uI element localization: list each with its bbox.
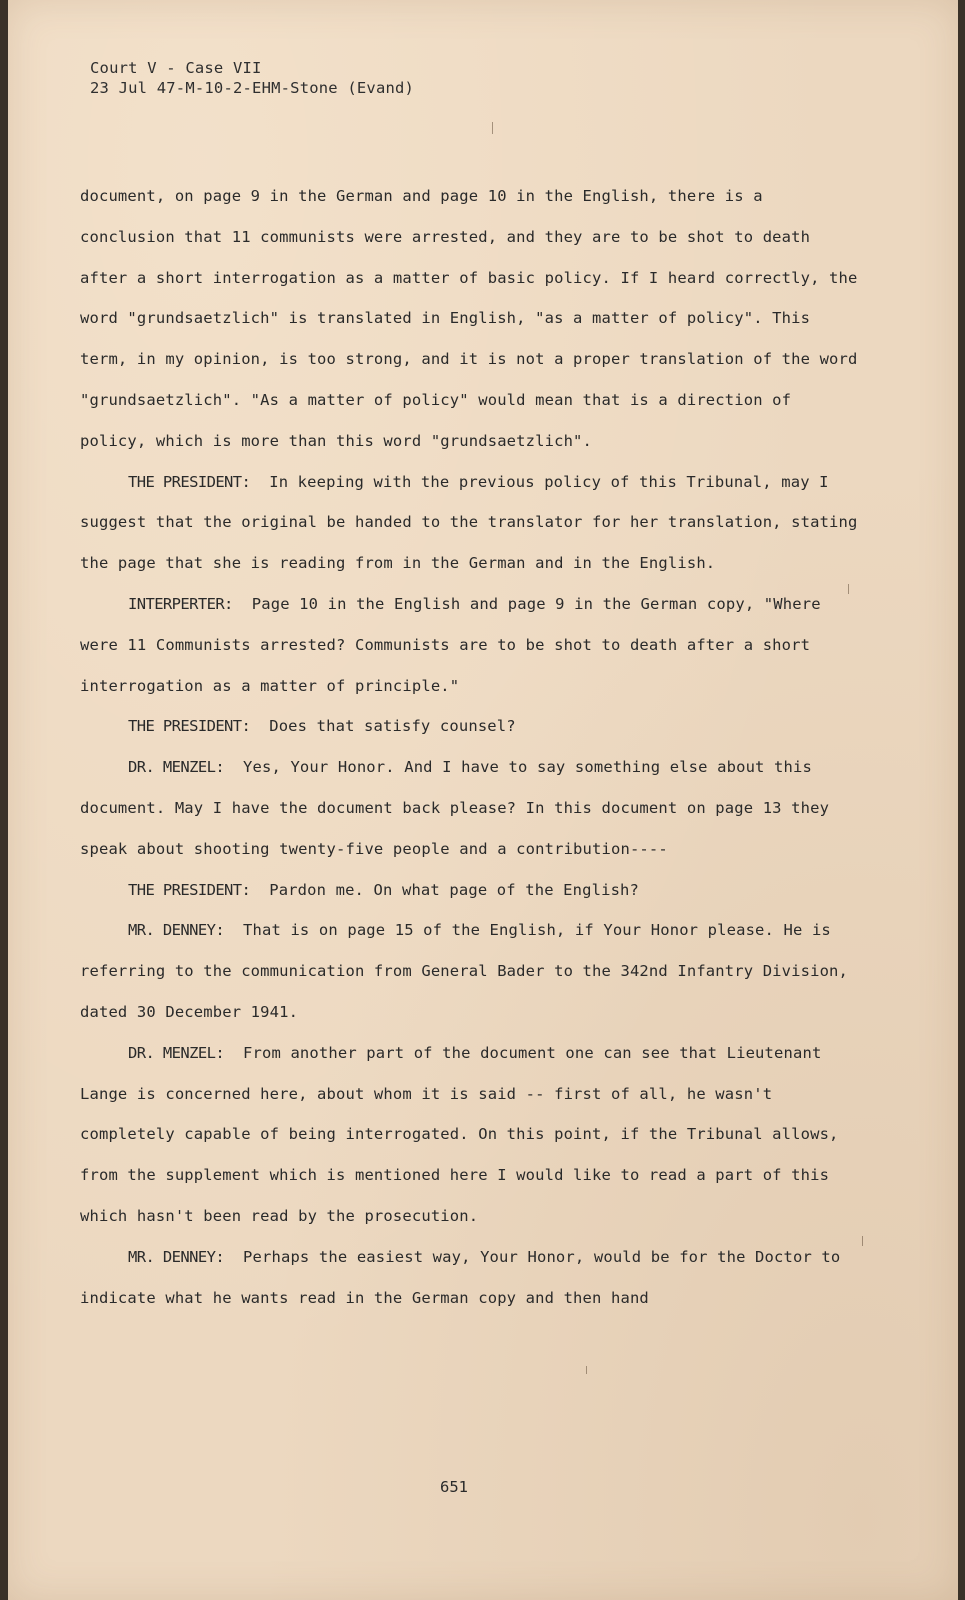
paper-mark — [848, 584, 849, 594]
transcript-paragraph — [80, 1033, 860, 1237]
transcript-paragraph — [80, 584, 860, 706]
paragraph-text: document, on page 9 in the German and page 10 in the English, there is a conclusion that 11 communists were arrested, and they are to be shot to death after a short interrogation as a matter of basic policy. If I heard correctly, the word "grundsaetzlich" is translated in English, "as a matter of policy". This term, in my opinion, is too strong, and it is not a proper translation of the word "grundsaetzlich". "As a matter of policy" would mean that is a direction of policy, which is more than this word "grundsaetzlich". — [80, 187, 858, 450]
session-reference: 23 Jul 47-M-10-2-EHM-Stone (Evand) — [90, 79, 415, 97]
paragraph-text: That is on page 15 of the English, if Your Honor please. He is referring to the communication from General Bader to the 342nd Infantry Division, dated 30 December 1941. — [80, 921, 849, 1021]
transcript-paragraph — [80, 462, 860, 584]
speaker-label: MR. DENNEY: — [128, 1247, 225, 1266]
case-reference: Court V - Case VII — [90, 59, 262, 77]
speaker-label: DR. MENZEL: — [128, 1043, 225, 1062]
paragraph-text: Yes, Your Honor. And I have to say something else about this document. May I have the document back please? In this document on page 13 they speak about shooting twenty-five people and a contribution---- — [80, 758, 830, 858]
speaker-label: THE PRESIDENT: — [128, 717, 251, 736]
transcript-body — [80, 176, 860, 1318]
transcript-paragraph — [80, 870, 860, 911]
transcript-paragraph — [80, 1237, 860, 1319]
paragraph-text: Page 10 in the English and page 9 in the German copy, "Where were 11 Communists arrested? Communists are to be shot to death after a short interrogation as a matter of principle." — [80, 594, 821, 695]
speaker-label: MR. DENNEY: — [128, 921, 225, 940]
speaker-label: DR. MENZEL: — [128, 758, 225, 777]
paragraph-text: In keeping with the previous policy of this Tribunal, may I suggest that the original be handed to the translator for her translation, stating the page that she is reading from in the German and in the English. — [80, 472, 858, 573]
paragraph-text: From another part of the document one can see that Lieutenant Lange is concerned here, about whom it is said -- first of all, he wasn't completely capable of being interrogated. On this point, if the Tribunal allows, from the supplement which is mentioned here I would like to read a part of this which hasn't been read by the prosecution. — [80, 1043, 839, 1225]
page-number: 651 — [440, 1478, 468, 1496]
transcript-paragraph — [80, 910, 860, 1032]
document-header — [90, 58, 414, 98]
transcript-paragraph — [80, 706, 860, 747]
paper-mark — [586, 1366, 587, 1374]
speaker-label: THE PRESIDENT: — [128, 472, 251, 491]
paragraph-text: Pardon me. On what page of the English? — [269, 880, 640, 899]
paper-mark — [862, 1236, 863, 1246]
speaker-label: INTERPERTER: — [128, 594, 233, 613]
speaker-label: THE PRESIDENT: — [128, 880, 251, 899]
transcript-paragraph — [80, 747, 860, 869]
document-page — [8, 0, 958, 1600]
paragraph-text: Does that satisfy counsel? — [269, 717, 516, 736]
paper-mark — [492, 122, 493, 134]
transcript-paragraph — [80, 176, 860, 462]
paragraph-text: Perhaps the easiest way, Your Honor, would be for the Doctor to indicate what he wants read in the German copy and then hand — [80, 1247, 841, 1307]
